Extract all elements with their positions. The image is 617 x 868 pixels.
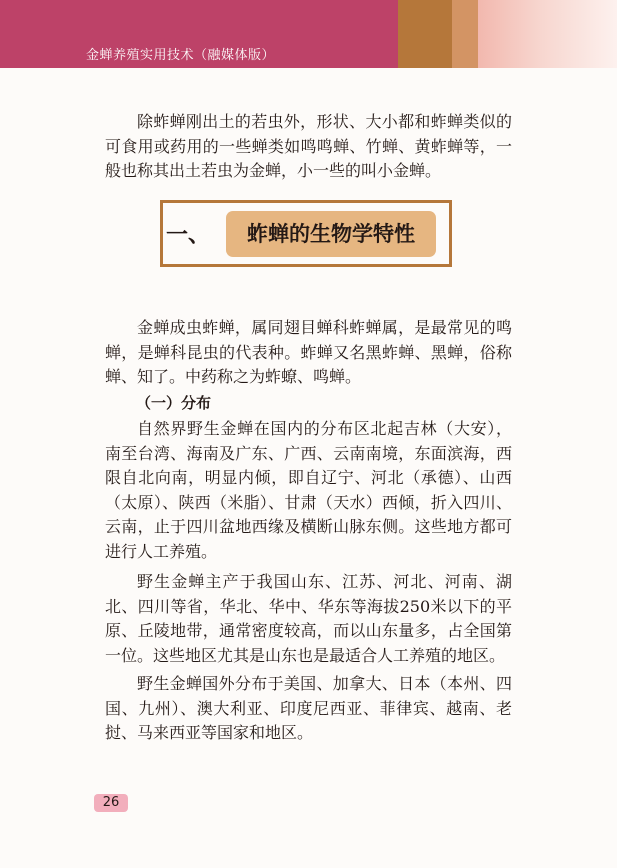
- section-frame-top: [160, 200, 452, 203]
- header-brown-block: [398, 0, 452, 68]
- distribution-paragraph-3: 野生金蝉国外分布于美国、加拿大、日本（本州、四国、九州）、澳大利亚、印度尼西亚、菲律宾、越南、老挝、马来西亚等国家和地区。: [105, 674, 512, 742]
- section-title: 蚱蝉的生物学特性: [226, 211, 436, 257]
- section-number: 一、: [166, 223, 211, 248]
- subsection-title: （一）分布: [136, 394, 212, 412]
- book-title: 金蝉养殖实用技术（融媒体版）: [86, 48, 276, 63]
- page-number-badge: 26: [94, 794, 128, 812]
- section-frame-bottom: [160, 264, 452, 267]
- header-tan-block: [452, 0, 478, 68]
- distribution-paragraph-1: 自然界野生金蝉在国内的分布区北起吉林（大安），南至台湾、海南及广东、广西、云南南境，东面滨海，西限自北向南，明显内倾，即自辽宁、河北（承德）、山西（太原）、陕西（米脂）、甘肃（天水）西倾，折入四川、云南，止于四川盆地西缘及横断山脉东侧。这些地方都可进行人工养殖。: [105, 419, 512, 561]
- intro-paragraph: 除蚱蝉刚出土的若虫外，形状、大小都和蚱蝉类似的可食用或药用的一些蝉类如鸣鸣蝉、竹蝉、黄蚱蝉等，一般也称其出土若虫为金蝉，小一些的叫小金蝉。: [105, 112, 512, 180]
- section-frame-left: [160, 200, 163, 267]
- section-heading-box: [160, 200, 452, 267]
- page-header: [0, 0, 617, 68]
- body-paragraph: 金蝉成虫蚱蝉，属同翅目蝉科蚱蝉属，是最常见的鸣蝉，是蝉科昆虫的代表种。蚱蝉又名黑蚱蝉、黑蝉，俗称蝉、知了。中药称之为蚱蟟、鸣蝉。: [105, 318, 512, 386]
- header-gradient-block: [478, 0, 617, 68]
- section-frame-right: [449, 200, 452, 267]
- distribution-paragraph-2: 野生金蝉主产于我国山东、江苏、河北、河南、湖北、四川等省，华北、华中、华东等海拔250米以下的平原、丘陵地带，通常密度较高，而以山东量多，占全国第一位。这些地区尤其是山东也是最适合人工养殖的地区。: [105, 572, 512, 665]
